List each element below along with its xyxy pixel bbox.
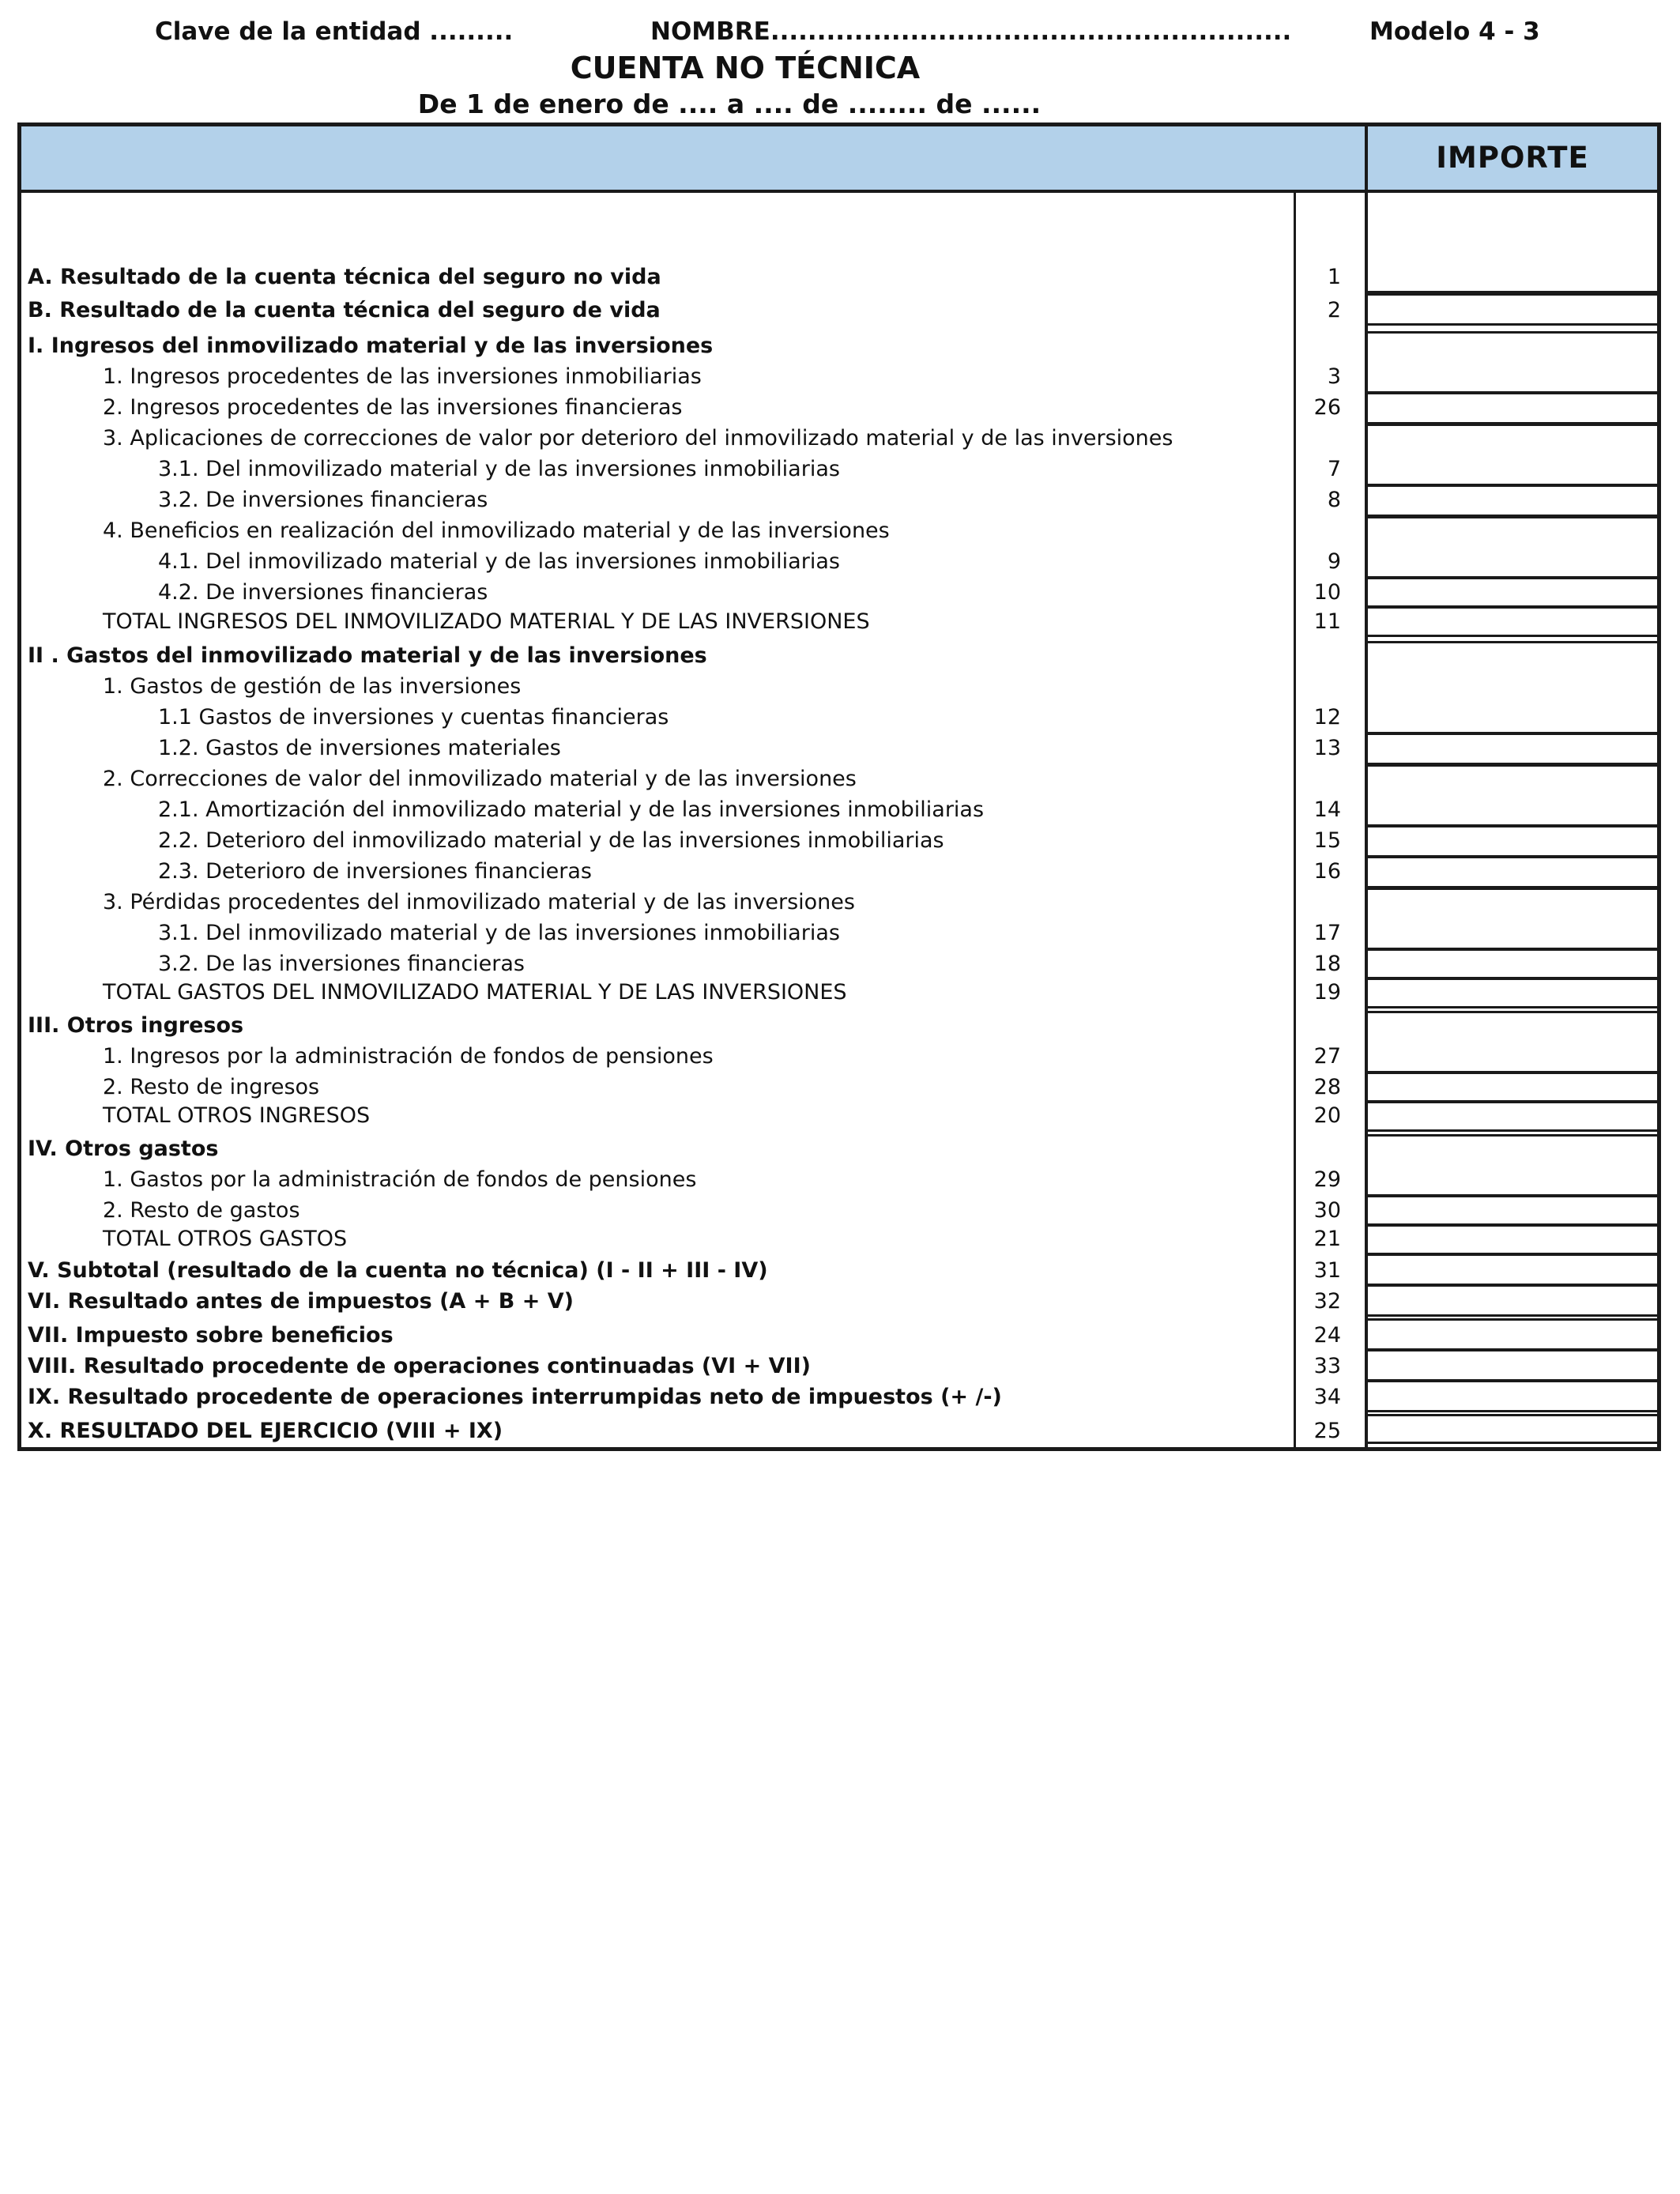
amount-field-19[interactable] [1368, 978, 1657, 1008]
entity-name-label: NOMBRE........................................................ [650, 17, 1292, 46]
row-code: 25 [1313, 1419, 1341, 1443]
row-label-section-x: X. RESULTADO DEL EJERCICIO (VIII + IX) [28, 1419, 503, 1443]
amount-field-29[interactable] [1368, 1134, 1657, 1197]
row-label: 1. Gastos de gestión de las inversiones [103, 674, 522, 699]
amount-field-12[interactable] [1368, 641, 1657, 734]
row-code: 19 [1313, 980, 1341, 1005]
row-label-total: TOTAL OTROS INGRESOS [103, 1103, 371, 1128]
row-label: 1. Ingresos por la administración de fondos de pensiones [103, 1044, 714, 1069]
row-code: 21 [1313, 1227, 1341, 1251]
row-label-total: TOTAL GASTOS DEL INMOVILIZADO MATERIAL Y DE LAS INVERSIONES [103, 980, 847, 1005]
amount-field-18[interactable] [1368, 948, 1657, 979]
amount-field-34[interactable] [1368, 1380, 1657, 1412]
amount-field-7[interactable] [1368, 424, 1657, 486]
entity-code-label: Clave de la entidad ......... [155, 17, 514, 46]
amount-field-33[interactable] [1368, 1349, 1657, 1382]
amount-field-15[interactable] [1368, 825, 1657, 858]
row-code: 34 [1313, 1385, 1341, 1409]
amount-field-24[interactable] [1368, 1318, 1657, 1351]
row-code: 11 [1313, 609, 1341, 634]
amount-field-2[interactable] [1368, 293, 1657, 326]
row-code: 33 [1313, 1354, 1341, 1378]
row-code: 17 [1313, 921, 1341, 945]
row-code: 10 [1313, 580, 1341, 605]
document-header [0, 17, 1680, 52]
row-code: 3 [1327, 364, 1341, 389]
row-label-section-v: V. Subtotal (resultado de la cuenta no técnica) (I - II + III - IV) [28, 1258, 768, 1283]
amount-field-3[interactable] [1368, 331, 1657, 394]
amount-field-26[interactable] [1368, 392, 1657, 424]
row-label: 2.2. Deterioro del inmovilizado material y de las inversiones inmobiliarias [158, 828, 944, 853]
document-title: CUENTA NO TÉCNICA [570, 51, 921, 85]
row-label-section-vii: VII. Impuesto sobre beneficios [28, 1323, 394, 1348]
row-code: 16 [1313, 859, 1341, 884]
row-code: 9 [1327, 549, 1341, 574]
row-label: 3.2. De inversiones financieras [158, 488, 488, 512]
row-label: 3. Pérdidas procedentes del inmovilizado material y de las inversiones [103, 890, 855, 914]
row-code-2: 2 [1327, 298, 1341, 322]
row-label-section-ix: IX. Resultado procedente de operaciones interrumpidas neto de impuestos (+ /-) [28, 1385, 1002, 1409]
amount-field-31[interactable] [1368, 1253, 1657, 1286]
row-code: 26 [1313, 395, 1341, 420]
row-code: 20 [1313, 1103, 1341, 1128]
row-label: 1. Ingresos procedentes de las inversiones inmobiliarias [103, 364, 702, 389]
row-label-total: TOTAL INGRESOS DEL INMOVILIZADO MATERIAL Y DE LAS INVERSIONES [103, 609, 870, 634]
row-code: 27 [1313, 1044, 1341, 1069]
amount-field-8[interactable] [1368, 484, 1657, 517]
row-label: 1.1 Gastos de inversiones y cuentas financieras [158, 705, 669, 729]
row-label-section-iii: III. Otros ingresos [28, 1013, 244, 1038]
row-code: 24 [1313, 1323, 1341, 1348]
row-label: 3.1. Del inmovilizado material y de las inversiones inmobiliarias [158, 457, 840, 481]
amount-field-17[interactable] [1368, 888, 1657, 950]
row-code: 7 [1327, 457, 1341, 481]
amount-field-21[interactable] [1368, 1224, 1657, 1255]
amount-field-25[interactable] [1368, 1414, 1657, 1444]
row-label: 1. Gastos por la administración de fondos de pensiones [103, 1167, 697, 1192]
amount-field-30[interactable] [1368, 1195, 1657, 1226]
row-label: 2. Ingresos procedentes de las inversiones financieras [103, 395, 683, 420]
account-form [17, 123, 1661, 1451]
model-number: Modelo 4 - 3 [1369, 17, 1540, 46]
row-label: 2. Resto de gastos [103, 1198, 300, 1223]
row-code: 28 [1313, 1075, 1341, 1099]
row-label: 3. Aplicaciones de correcciones de valor por deterioro del inmovilizado material y de las inversiones [103, 426, 1173, 450]
row-label: 2. Correcciones de valor del inmovilizado material y de las inversiones [103, 767, 857, 791]
row-code: 13 [1313, 736, 1341, 760]
row-code: 14 [1313, 797, 1341, 822]
amount-field-9[interactable] [1368, 516, 1657, 579]
row-label: 2.3. Deterioro de inversiones financieras [158, 859, 592, 884]
amount-field-20[interactable] [1368, 1101, 1657, 1132]
row-code: 8 [1327, 488, 1341, 512]
period-line: De 1 de enero de .... a .... de ........ de ...... [417, 89, 1042, 119]
row-label: 4.1. Del inmovilizado material y de las inversiones inmobiliarias [158, 549, 840, 574]
amount-field-27[interactable] [1368, 1011, 1657, 1073]
amount-field-10[interactable] [1368, 577, 1657, 608]
row-label: 1.2. Gastos de inversiones materiales [158, 736, 561, 760]
amount-column-header: IMPORTE [1436, 141, 1589, 175]
row-code: 15 [1313, 828, 1341, 853]
row-label-total: TOTAL OTROS GASTOS [103, 1227, 348, 1251]
row-label-section-viii: VIII. Resultado procedente de operaciones continuadas (VI + VII) [28, 1354, 811, 1378]
row-label-section-ii: II . Gastos del inmovilizado material y de las inversiones [28, 643, 707, 668]
row-code: 29 [1313, 1167, 1341, 1192]
row-label-b: B. Resultado de la cuenta técnica del seguro de vida [28, 298, 661, 322]
amount-field-14[interactable] [1368, 764, 1657, 827]
row-code-1: 1 [1327, 265, 1341, 289]
row-label: 3.1. Del inmovilizado material y de las inversiones inmobiliarias [158, 921, 840, 945]
row-code: 12 [1313, 705, 1341, 729]
row-code: 30 [1313, 1198, 1341, 1223]
row-label-section-vi: VI. Resultado antes de impuestos (A + B + V) [28, 1289, 574, 1314]
row-label: 4.2. De inversiones financieras [158, 580, 488, 605]
amount-field-16[interactable] [1368, 856, 1657, 888]
row-label-section-iv: IV. Otros gastos [28, 1137, 219, 1161]
row-label: 4. Beneficios en realización del inmovilizado material y de las inversiones [103, 518, 890, 543]
row-code: 32 [1313, 1289, 1341, 1314]
row-label-a: A. Resultado de la cuenta técnica del seguro no vida [28, 265, 661, 289]
amount-field-28[interactable] [1368, 1072, 1657, 1103]
row-label: 2.1. Amortización del inmovilizado material y de las inversiones inmobiliarias [158, 797, 985, 822]
amount-field-32[interactable] [1368, 1284, 1657, 1317]
row-code: 18 [1313, 952, 1341, 976]
row-label-section-i: I. Ingresos del inmovilizado material y de las inversiones [28, 334, 714, 358]
row-code: 31 [1313, 1258, 1341, 1283]
amount-field-13[interactable] [1368, 733, 1657, 765]
row-label: 3.2. De las inversiones financieras [158, 952, 525, 976]
row-label: 2. Resto de ingresos [103, 1075, 320, 1099]
amount-field-11[interactable] [1368, 606, 1657, 637]
